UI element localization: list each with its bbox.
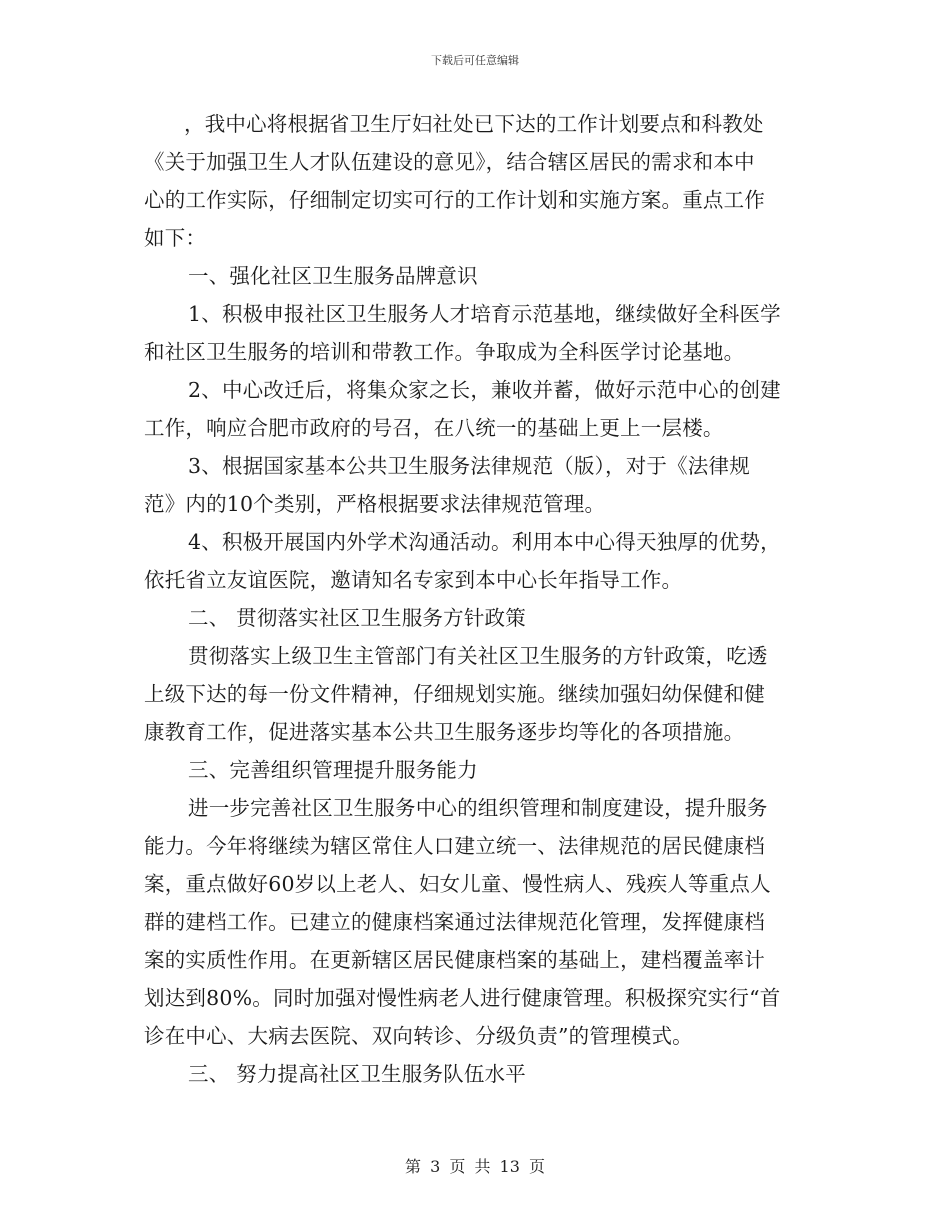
paragraph-line: 和社区卫生服务的培训和带教工作。争取成为全科医学讨论基地。 [144, 340, 745, 364]
paragraph-line: 《关于加强卫生人才队伍建设的意见》，结合辖区居民的需求和本中 [144, 150, 755, 174]
paragraph-line: 3、根据国家基本公共卫生服务法律规范（版），对于《法律规 [188, 454, 750, 478]
section-heading: 二、 贯彻落实社区卫生服务方针政策 [188, 606, 526, 630]
paragraph-line: 康教育工作，促进落实基本公共卫生服务逐步均等化的各项措施。 [144, 720, 745, 744]
paragraph-line: 划达到80%。同时加强对慢性病老人进行健康管理。积极探究实行“首 [144, 986, 781, 1010]
paragraph-line: 2、中心改迁后，将集众家之长，兼收并蓄，做好示范中心的创建 [188, 378, 781, 402]
paragraph-line: 能力。今年将继续为辖区常住人口建立统一、法律规范的居民健康档 [144, 834, 765, 858]
paragraph-line: 贯彻落实上级卫生主管部门有关社区卫生服务的方针政策，吃透 [188, 644, 768, 668]
paragraph-line: 4、积极开展国内外学术沟通活动。利用本中心得天独厚的优势， [188, 530, 781, 554]
paragraph-line: 依托省立友谊医院，邀请知名专家到本中心长年指导工作。 [144, 568, 683, 592]
paragraph-line: 诊在中心、大病去医院、双向转诊、分级负责”的管理模式。 [144, 1024, 693, 1048]
paragraph-line: ，我中心将根据省卫生厅妇社处已下达的工作计划要点和科教处 [184, 112, 764, 136]
section-heading: 一、强化社区卫生服务品牌意识 [188, 264, 478, 288]
paragraph-line: 心的工作实际，仔细制定切实可行的工作计划和实施方案。重点工作 [144, 188, 765, 212]
paragraph-line: 如下： [144, 226, 207, 250]
paragraph-line: 工作，响应合肥市政府的号召，在八统一的基础上更上一层楼。 [144, 416, 724, 440]
paragraph-line: 案的实质性作用。在更新辖区居民健康档案的基础上，建档覆盖率计 [144, 948, 765, 972]
paragraph-line: 群的建档工作。已建立的健康档案通过法律规范化管理，发挥健康档 [144, 910, 765, 934]
paragraph-line: 案，重点做好60岁以上老人、妇女儿童、慢性病人、残疾人等重点人 [144, 872, 771, 896]
paragraph-line: 上级下达的每一份文件精神，仔细规划实施。继续加强妇幼保健和健 [144, 682, 765, 706]
section-heading: 三、 努力提高社区卫生服务队伍水平 [188, 1062, 526, 1086]
page-footer: 第 3 页 共 13 页 [405, 1157, 545, 1176]
paragraph-line: 进一步完善社区卫生服务中心的组织管理和制度建设，提升服务 [188, 796, 768, 820]
paragraph-line: 范》内的10个类别，严格根据要求法律规范管理。 [144, 492, 606, 516]
paragraph-line: 1、积极申报社区卫生服务人才培育示范基地，继续做好全科医学 [188, 302, 781, 326]
section-heading: 三、完善组织管理提升服务能力 [188, 758, 478, 782]
page-header: 下载后可任意编辑 [431, 54, 519, 67]
